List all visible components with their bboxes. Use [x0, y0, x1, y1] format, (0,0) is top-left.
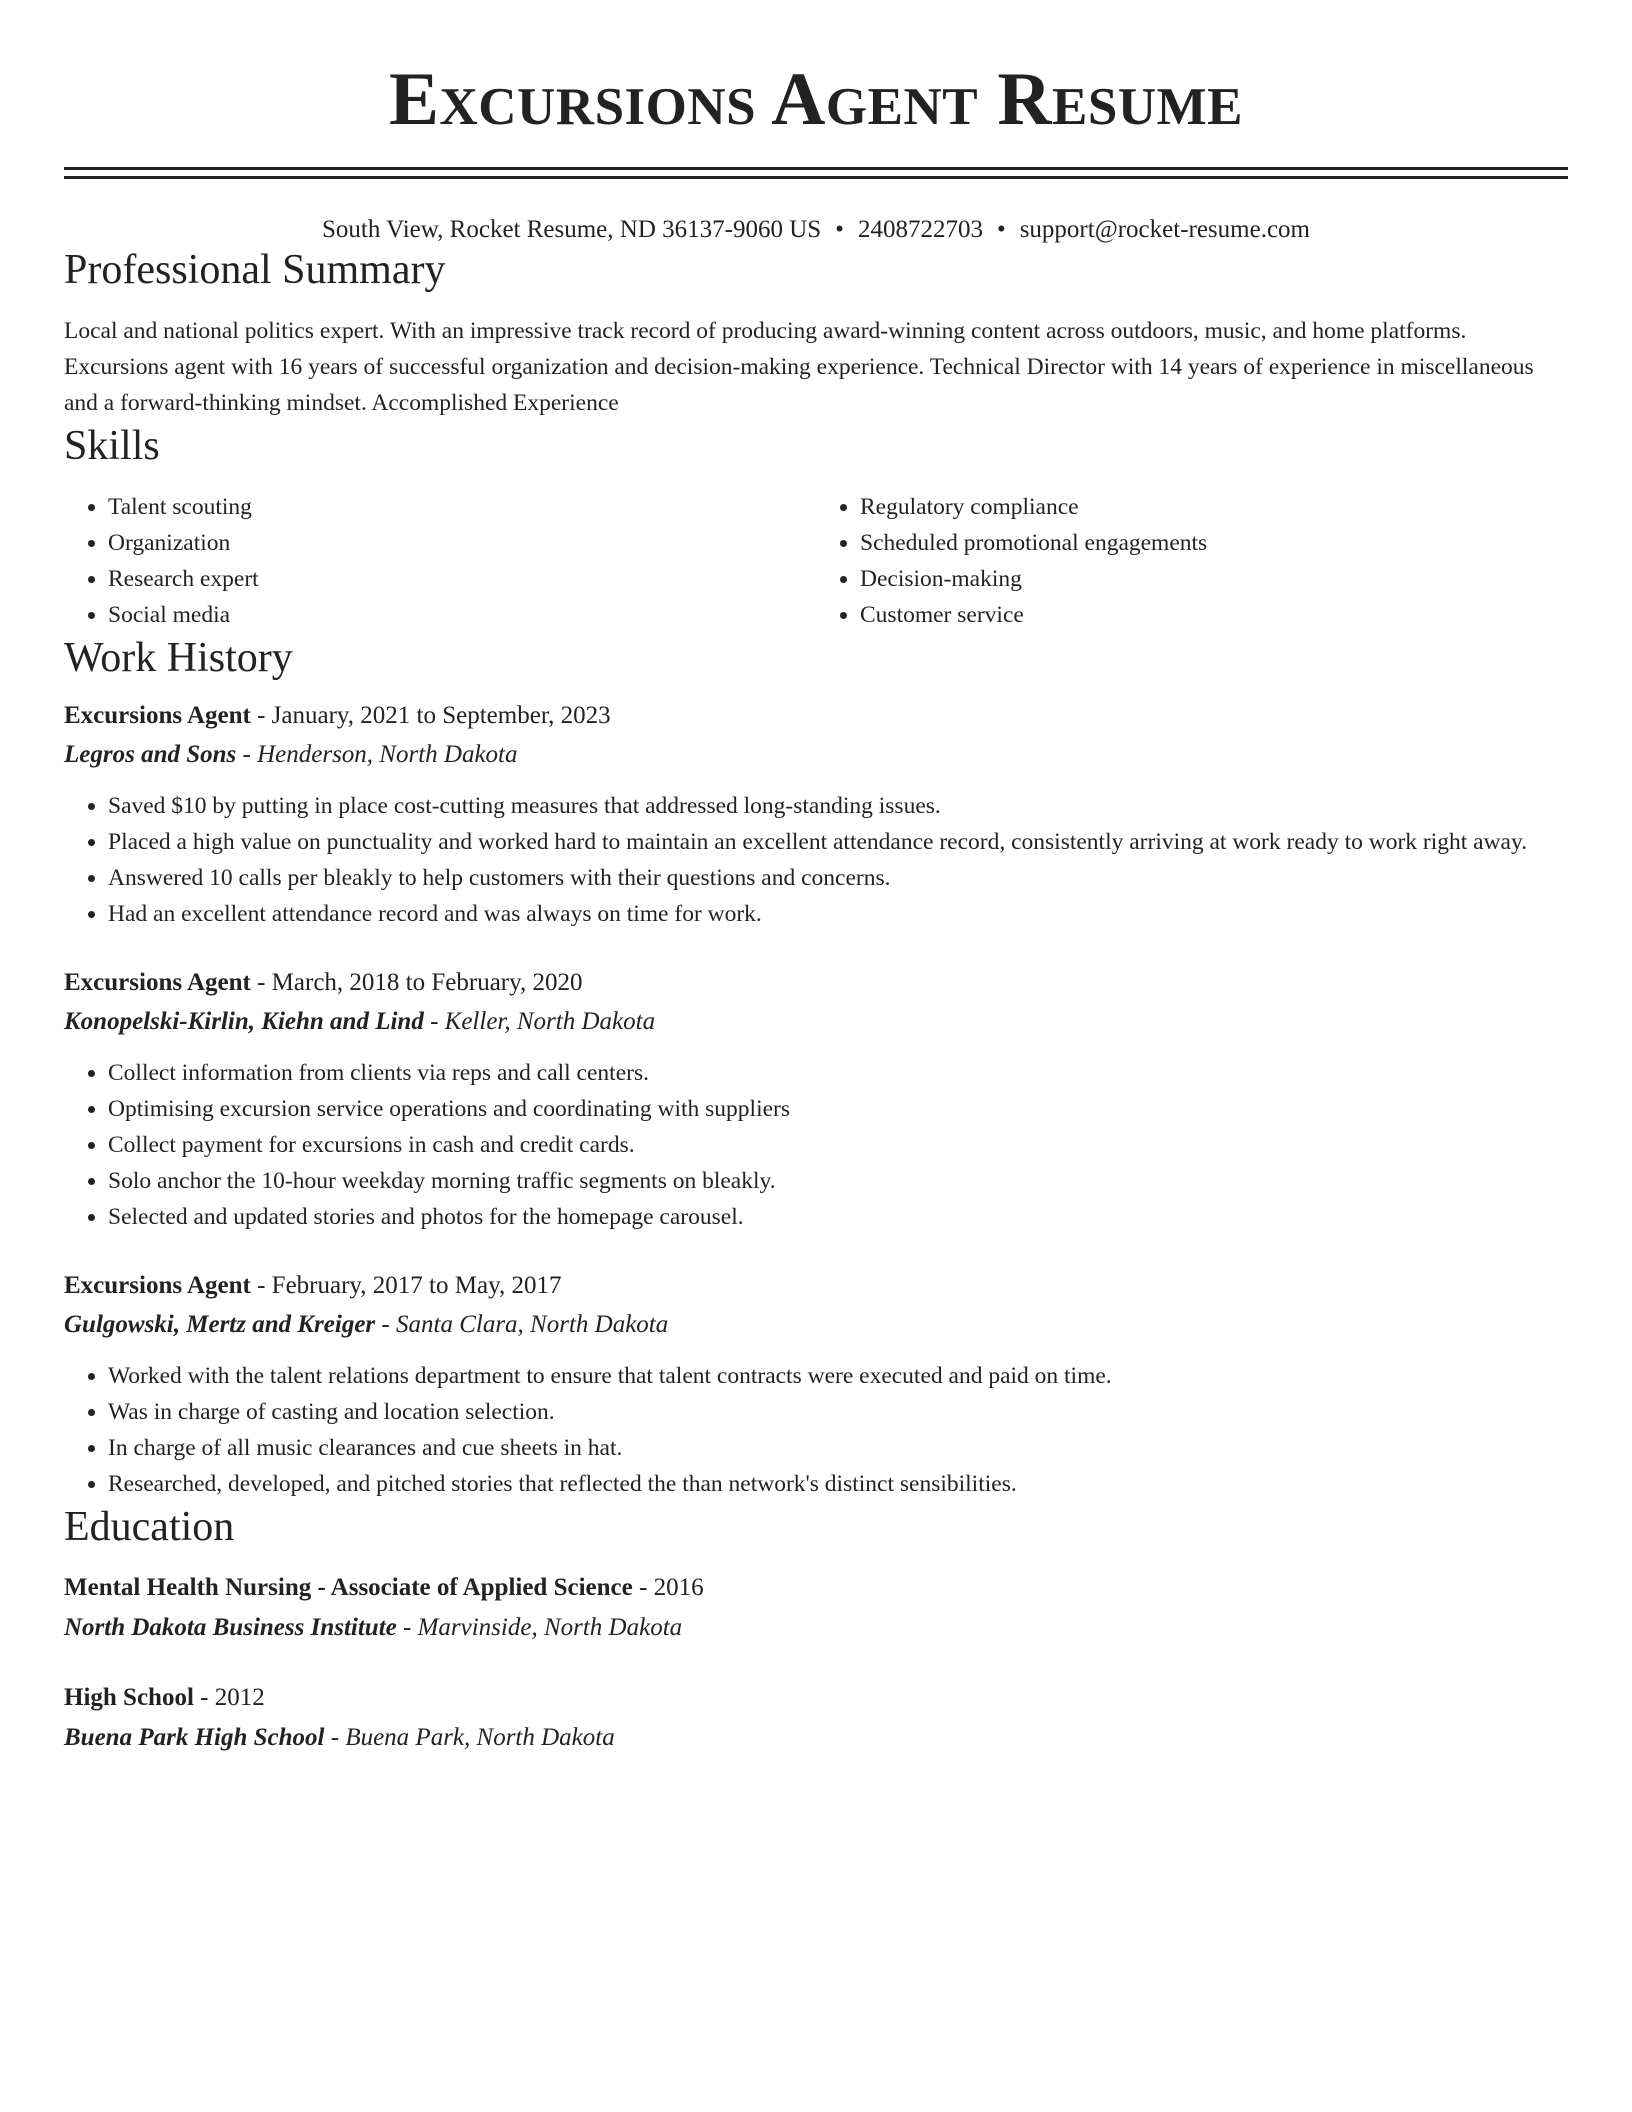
education-year: 2016	[653, 1574, 704, 1601]
job-employer: Legros and Sons - Henderson, North Dakota	[64, 741, 518, 768]
job-header: Excursions Agent - January, 2021 to September, 2023	[64, 702, 611, 729]
job-dates: January, 2021 to September, 2023	[271, 702, 611, 729]
job-bullet: • Researched, developed, and pitched stories that reflected the than network's distinct sensibilities.	[108, 1466, 1568, 1502]
title-divider-top	[64, 167, 1568, 170]
job-bullet: • Saved $10 by putting in place cost-cutting measures that addressed long-standing issues.	[108, 788, 1568, 824]
contact-phone: 2408722703	[857, 216, 983, 243]
education-school: Buena Park High School	[64, 1724, 325, 1751]
education-degree: Mental Health Nursing - Associate of Applied Science	[64, 1574, 633, 1601]
job-title: Excursions Agent	[64, 969, 251, 996]
education-year: 2012	[214, 1684, 265, 1711]
education-header: Mental Health Nursing - Associate of Applied Science - 2016	[64, 1574, 704, 1601]
title-divider-bottom	[64, 176, 1568, 179]
skill-item: • Regulatory compliance	[860, 489, 1568, 525]
skill-item: • Talent scouting	[108, 489, 816, 525]
education-entry	[64, 1568, 1568, 1648]
job-header: Excursions Agent - March, 2018 to February, 2020	[64, 969, 583, 996]
skills-column-right	[816, 489, 1568, 633]
contact-line	[64, 215, 1568, 245]
contact-address: South View, Rocket Resume, ND 36137-9060 US	[322, 216, 822, 243]
job-bullets	[64, 788, 1568, 932]
contact-email: support@rocket-resume.com	[1019, 216, 1310, 243]
job-location: Santa Clara, North Dakota	[396, 1311, 669, 1338]
education-header: High School - 2012	[64, 1684, 265, 1711]
job-company: Gulgowski, Mertz and Kreiger	[64, 1311, 376, 1338]
job-bullet: • Was in charge of casting and location selection.	[108, 1394, 1568, 1430]
job-bullet: • Placed a high value on punctuality and worked hard to maintain an excellent attendance record, consistently arriving at work ready to work right away.	[108, 824, 1568, 860]
skills-column-left	[64, 489, 816, 633]
skill-item: • Social media	[108, 597, 816, 633]
summary-text: Local and national politics expert. With an impressive track record of producing award-winning content across outdoors, music, and home platforms. Excursions agent with 16 years of successful organization and decision-making experience. Technical Director with 14 years of experience in miscellaneous and a forward-thinking mindset. Accomplished Experience	[64, 318, 1534, 416]
job-title: Excursions Agent	[64, 702, 251, 729]
job-entry	[64, 1267, 1568, 1502]
job-bullet: • Collect payment for excursions in cash and credit cards.	[108, 1127, 1568, 1163]
job-bullet: • Selected and updated stories and photos for the homepage carousel.	[108, 1199, 1568, 1235]
job-bullets	[64, 1358, 1568, 1502]
skill-item: • Research expert	[108, 561, 816, 597]
job-bullet: • Answered 10 calls per bleakly to help customers with their questions and concerns.	[108, 860, 1568, 896]
job-dates: March, 2018 to February, 2020	[271, 969, 583, 996]
job-company: Legros and Sons	[64, 741, 237, 768]
job-company: Konopelski-Kirlin, Kiehn and Lind	[64, 1008, 424, 1035]
job-entry	[64, 697, 1568, 932]
job-employer: Gulgowski, Mertz and Kreiger - Santa Clara, North Dakota	[64, 1311, 669, 1338]
work-history-heading: Work History	[64, 635, 293, 681]
job-location: Keller, North Dakota	[444, 1008, 656, 1035]
education-location: Marvinside, North Dakota	[417, 1614, 683, 1641]
summary-heading: Professional Summary	[64, 247, 446, 293]
education-degree: High School	[64, 1684, 194, 1711]
contact-separator: •	[996, 216, 1006, 243]
job-bullets	[64, 1055, 1568, 1235]
education-entry	[64, 1678, 1568, 1758]
job-bullet: • Optimising excursion service operations and coordinating with suppliers	[108, 1091, 1568, 1127]
job-entry	[64, 964, 1568, 1235]
skill-item: • Organization	[108, 525, 816, 561]
job-bullet: • Collect information from clients via reps and call centers.	[108, 1055, 1568, 1091]
job-header: Excursions Agent - February, 2017 to May, 2017	[64, 1272, 562, 1299]
page-title: Excursions Agent Resume	[388, 58, 1244, 141]
skills-heading: Skills	[64, 423, 160, 469]
job-title: Excursions Agent	[64, 1272, 251, 1299]
job-location: Henderson, North Dakota	[257, 741, 518, 768]
education-school: North Dakota Business Institute	[64, 1614, 397, 1641]
job-bullet: • In charge of all music clearances and cue sheets in hat.	[108, 1430, 1568, 1466]
skill-item: • Decision-making	[860, 561, 1568, 597]
skill-item: • Scheduled promotional engagements	[860, 525, 1568, 561]
education-institution: North Dakota Business Institute - Marvinside, North Dakota	[64, 1614, 683, 1641]
job-employer: Konopelski-Kirlin, Kiehn and Lind - Keller, North Dakota	[64, 1008, 656, 1035]
contact-separator: •	[835, 216, 844, 243]
skills-list	[64, 489, 1568, 633]
job-bullet: • Solo anchor the 10-hour weekday morning traffic segments on bleakly.	[108, 1163, 1568, 1199]
job-bullet: • Had an excellent attendance record and was always on time for work.	[108, 896, 1568, 932]
education-institution: Buena Park High School - Buena Park, North Dakota	[64, 1724, 615, 1751]
job-dates: February, 2017 to May, 2017	[271, 1272, 562, 1299]
skill-item: • Customer service	[860, 597, 1568, 633]
job-bullet: • Worked with the talent relations department to ensure that talent contracts were executed and paid on time.	[108, 1358, 1568, 1394]
education-heading: Education	[64, 1504, 235, 1550]
education-location: Buena Park, North Dakota	[345, 1724, 615, 1751]
